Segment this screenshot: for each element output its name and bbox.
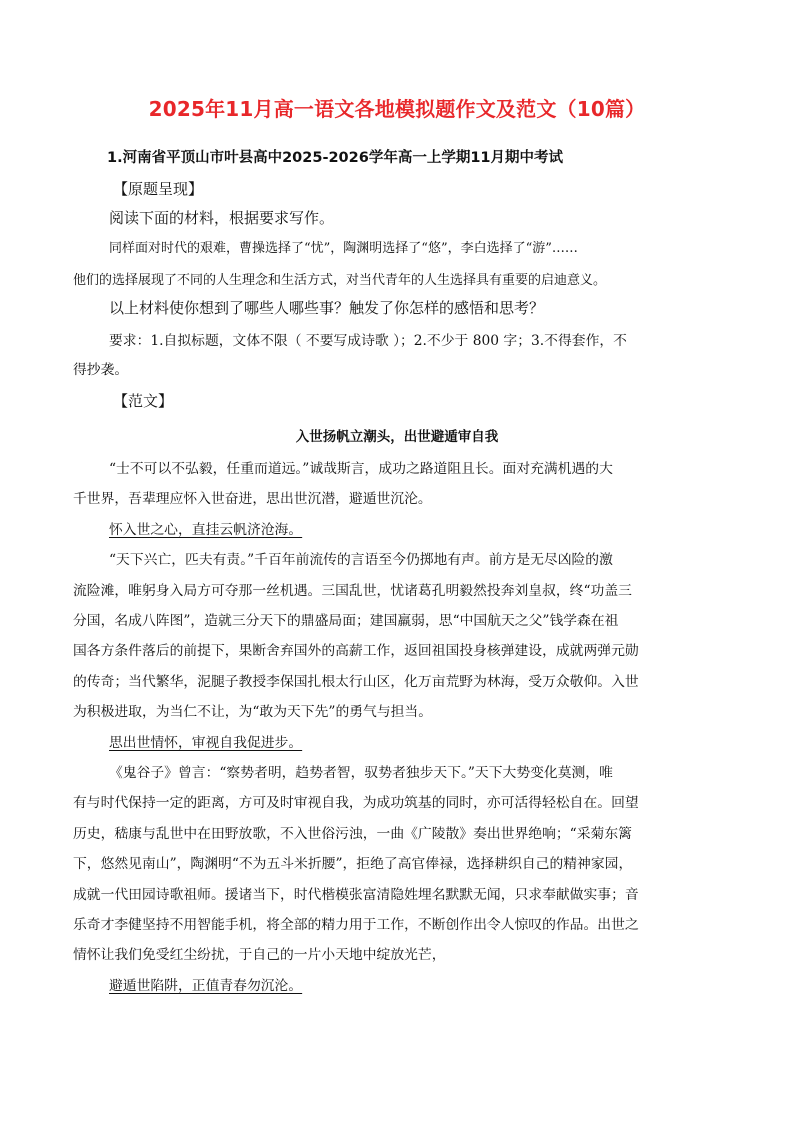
essay-title: 入世扬帆立潮头，出世避遁审自我: [295, 429, 499, 445]
instruction-text: 阅读下面的材料，根据要求写作。: [109, 209, 335, 227]
material-line: 同样面对时代的艰难，曹操选择了“忧”，陶渊明选择了“悠”，李白选择了“游”……: [109, 241, 578, 256]
requirements-line: 要求：1.自拟标题，文体不限（ 不要写成诗歌 ）；2.不少于 800 字；3.不得套作，不: [109, 333, 627, 349]
essay-line: 分国，名成八阵图”，造就三分天下的鼎盛局面；建国羸弱，思“中国航天之父”钱学森在祖: [73, 613, 619, 629]
sample-essay-label: 【范文】: [113, 392, 174, 410]
question-text: 以上材料使你想到了哪些人哪些事？触发了你怎样的感悟和思考？: [109, 299, 545, 317]
essay-line: “士不可以不弘毅，任重而道远。”诚哉斯言，成功之路道阻且长。面对充满机遇的大: [109, 461, 613, 477]
essay-subheading: 怀入世之心，直挂云帆济沧海。: [109, 521, 303, 538]
essay-line: 乐奇才李健坚持不用智能手机，将全部的精力用于工作，不断创作出令人惊叹的作品。出世之: [73, 917, 639, 933]
essay-line: “天下兴亡，匹夫有责。”千百年前流传的言语至今仍掷地有声。前方是无尽凶险的激: [109, 552, 613, 569]
document-title: 2025年11月高一语文各地模拟题作文及范文（10篇）: [148, 97, 646, 121]
requirements-line: 得抄袭。: [73, 362, 129, 378]
essay-line: 《鬼谷子》曾言：“察势者明，趋势者智，驭势者独步天下。”天下大势变化莫测，唯: [109, 765, 613, 781]
original-question-label: 【原题呈现】: [113, 180, 204, 198]
essay-line: 下，悠然见南山”，陶渊明“不为五斗米折腰”，拒绝了高官俸禄，选择耕织自己的精神家园，: [73, 856, 633, 873]
essay-line: 的传奇；当代繁华，泥腿子教授李保国扎根太行山区，化万亩荒野为林海，受万众敬仰。入世: [73, 673, 639, 690]
essay-line: 情怀让我们免受红尘纷扰，于自己的一片小天地中绽放光芒，: [73, 947, 446, 964]
material-line: 他们的选择展现了不同的人生理念和生活方式，对当代青年的人生选择具有重要的启迪意义。: [73, 273, 607, 288]
essay-line: 千世界，吾辈理应怀入世奋进，思出世沉潜，避遁世沉沦。: [73, 491, 432, 508]
essay-line: 为积极进取，为当仁不让，为“敢为天下先”的勇气与担当。: [73, 704, 433, 721]
section-heading: 1.河南省平顶山市叶县高中2025-2026学年高一上学期11月期中考试: [107, 150, 564, 166]
essay-subheading: 避遁世陷阱，正值青春勿沉沦。: [109, 977, 303, 994]
essay-subheading: 思出世情怀，审视自我促进步。: [109, 734, 303, 751]
essay-line: 国各方条件落后的前提下，果断舍弃国外的高薪工作，返回祖国投身核弹建设，成就两弹元勋: [73, 643, 639, 660]
essay-line: 流险滩，唯躬身入局方可夺那一丝机遇。三国乱世，忧诸葛孔明毅然投奔刘皇叔，终“功盖三: [73, 582, 632, 599]
essay-line: 有与时代保持一定的距离，方可及时审视自我，为成功筑基的同时，亦可活得轻松自在。回望: [73, 795, 639, 812]
essay-line: 历史，嵇康与乱世中在田野放歌，不入世俗污浊，一曲《广陵散》奏出世界绝响；“采菊东篱: [73, 825, 632, 842]
essay-line: 成就一代田园诗歌祖师。援诸当下，时代楷模张富清隐姓埋名默默无闻，只求奉献做实事；音: [73, 886, 639, 903]
